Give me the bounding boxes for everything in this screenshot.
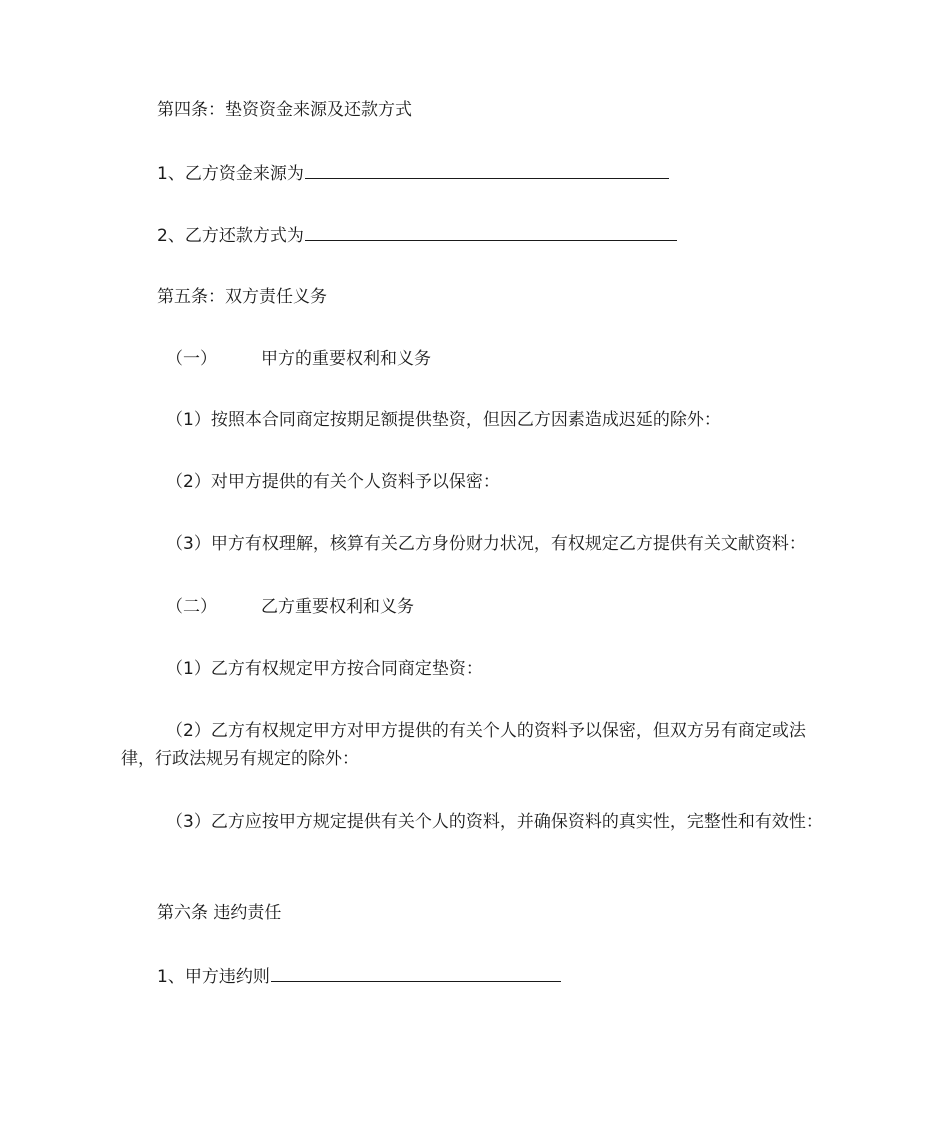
article5-heading: 第五条：双方责任义务 (157, 287, 327, 307)
partyA-section-heading (166, 345, 431, 373)
fill-in-blank[interactable] (305, 220, 677, 241)
article4-item1-text: 1、乙方资金来源为 (157, 164, 304, 184)
article6-heading: 第六条 违约责任 (157, 903, 282, 923)
article4-item2-text: 2、乙方还款方式为 (157, 226, 304, 246)
article4-item2-line (157, 220, 677, 250)
article4-item1-line (157, 158, 669, 188)
article4-heading: 第四条：垫资资金来源及还款方式 (157, 100, 412, 120)
partyA-item3: （3）甲方有权理解，核算有关乙方身份财力状况，有权规定乙方提供有关文献资料： (166, 534, 806, 554)
partyB-item1: （1）乙方有权规定甲方按合同商定垫资： (166, 659, 483, 679)
partyB-item3: （3）乙方应按甲方规定提供有关个人的资料，并确保资料的真实性，完整性和有效性： (166, 812, 823, 832)
partyA-item2: （2）对甲方提供的有关个人资料予以保密： (166, 472, 500, 492)
section-marker: （一） (166, 349, 217, 369)
fill-in-blank[interactable] (271, 961, 561, 982)
section-marker: （二） (166, 597, 217, 617)
partyB-section-heading (166, 593, 414, 621)
article6-item1-text: 1、甲方违约则 (157, 967, 270, 987)
partyB-item2: （2）乙方有权规定甲方对甲方提供的有关个人的资料予以保密，但双方另有商定或法律，行政法规另有规定的除外： (121, 721, 806, 769)
partyA-item1: （1）按照本合同商定按期足额提供垫资，但因乙方因素造成迟延的除外： (166, 410, 721, 430)
section-title: 甲方的重要权利和义务 (261, 349, 431, 369)
section-title: 乙方重要权利和义务 (261, 597, 414, 617)
article6-item1-line (157, 961, 561, 991)
fill-in-blank[interactable] (305, 158, 669, 179)
